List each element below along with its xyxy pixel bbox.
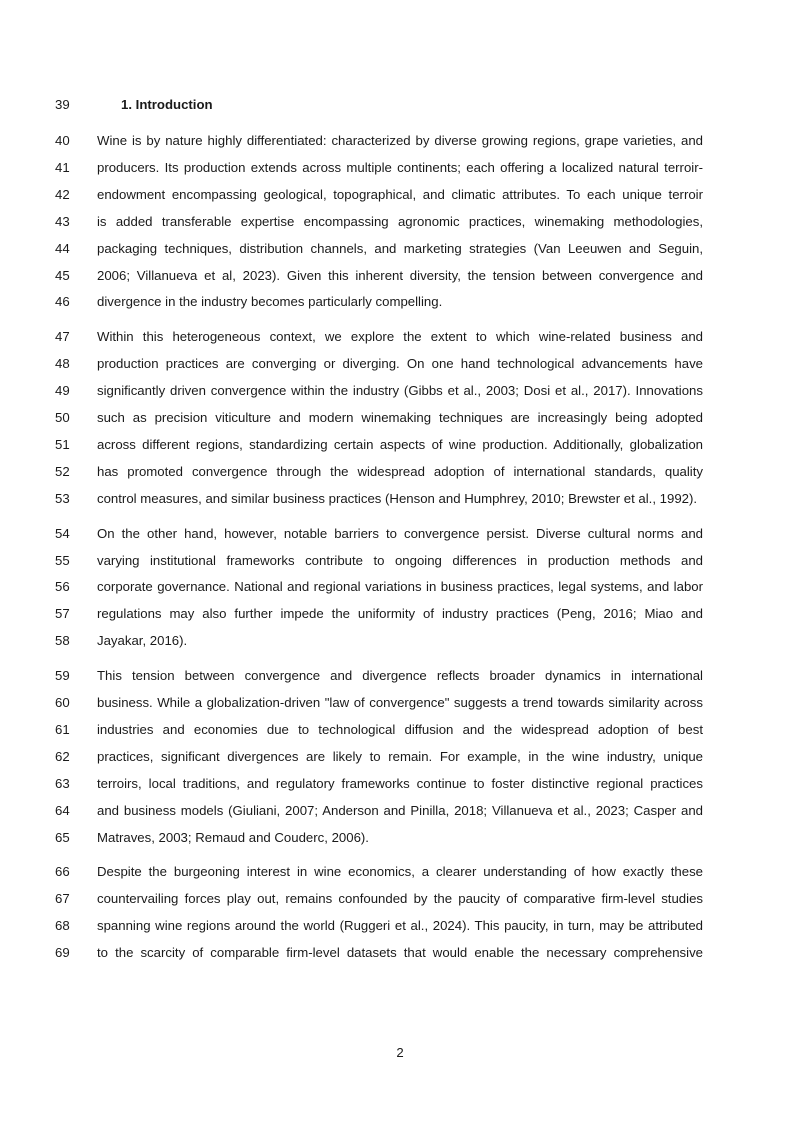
text-line: [0, 747, 800, 767]
line-number: 63: [55, 775, 70, 791]
line-text: Wine is by nature highly differentiated: characterized by diverse growing regions, grape varieties, and: [97, 133, 703, 148]
line-number: 47: [55, 329, 70, 345]
line-text: terroirs, local traditions, and regulatory frameworks continue to foster distinctive regional practices: [97, 775, 703, 791]
text-line: [0, 266, 800, 286]
text-line: [0, 943, 800, 963]
line-number: 40: [55, 133, 70, 148]
line-number: 56: [55, 579, 70, 595]
text-line: [0, 720, 800, 740]
line-number: 64: [55, 802, 70, 818]
line-number: 53: [55, 490, 70, 506]
heading-text: 1. Introduction: [121, 97, 213, 112]
text-line: [0, 408, 800, 428]
text-line: [0, 916, 800, 936]
text-line: [0, 774, 800, 794]
text-line: [0, 551, 800, 571]
text-line: [0, 131, 800, 151]
line-number: 57: [55, 606, 70, 622]
line-number: 48: [55, 356, 70, 372]
line-number: 66: [55, 864, 70, 880]
line-text: varying institutional frameworks contribute to ongoing differences in production methods and: [97, 552, 703, 568]
line-number: 61: [55, 721, 70, 737]
text-line: [0, 862, 800, 882]
text-line: [0, 381, 800, 401]
line-number: 42: [55, 186, 70, 202]
line-number: 65: [55, 829, 70, 845]
line-number: 62: [55, 748, 70, 764]
line-number: 43: [55, 213, 70, 229]
text-line: [0, 889, 800, 909]
line-text: to the scarcity of comparable firm-level datasets that would enable the necessary comprehensive: [97, 945, 703, 961]
line-number: 51: [55, 436, 70, 452]
text-line: [0, 435, 800, 455]
line-number: 69: [55, 945, 70, 961]
line-text: Jayakar, 2016).: [97, 633, 188, 649]
line-text: and business models (Giuliani, 2007; Anderson and Pinilla, 2018; Villanueva et al., 2023; Casper and: [97, 802, 703, 818]
text-line: [0, 631, 800, 651]
text-line: [0, 327, 800, 347]
line-text: regulations may also further impede the uniformity of industry practices (Peng, 2016; Miao and: [97, 606, 703, 622]
line-number: 39: [55, 97, 70, 112]
line-number: 45: [55, 267, 70, 283]
line-number: 60: [55, 695, 70, 710]
line-number: 49: [55, 383, 70, 399]
text-line: [0, 693, 800, 713]
line-text: 2006; Villanueva et al, 2023). Given this inherent diversity, the tension between convergence and: [97, 267, 703, 283]
line-text: divergence in the industry becomes particularly compelling.: [97, 294, 443, 310]
line-text: across different regions, standardizing certain aspects of wine production. Additionally, globalization: [97, 436, 703, 452]
line-number: 67: [55, 891, 70, 907]
line-number: 58: [55, 633, 70, 649]
text-line: [0, 185, 800, 205]
line-number: 68: [55, 918, 70, 934]
line-number: 55: [55, 552, 70, 568]
line-text: industries and economies due to technological diffusion and the widespread adoption of best: [97, 721, 703, 737]
text-line: [0, 239, 800, 259]
text-line: [0, 828, 800, 848]
line-number: 41: [55, 159, 70, 175]
line-text: Despite the burgeoning interest in wine economics, a clearer understanding of how exactly these: [97, 864, 703, 880]
line-number: 52: [55, 463, 70, 479]
line-text: such as precision viticulture and modern winemaking techniques are increasingly being adopted: [97, 410, 703, 425]
line-number: 59: [55, 668, 70, 684]
line-text: is added transferable expertise encompassing agronomic practices, winemaking methodologies,: [97, 213, 703, 229]
text-line: [0, 212, 800, 232]
line-number: 50: [55, 410, 70, 425]
text-line: [0, 604, 800, 624]
line-number: 44: [55, 240, 70, 256]
text-line: [0, 462, 800, 482]
page-number: 2: [396, 1045, 404, 1060]
line-number: 54: [55, 525, 70, 541]
line-text: packaging techniques, distribution channels, and marketing strategies (Van Leeuwen and Seguin,: [97, 240, 703, 256]
line-text: business. While a globalization-driven "law of convergence" suggests a trend towards similarity across: [97, 695, 703, 710]
line-text: Within this heterogeneous context, we explore the extent to which wine-related business and: [97, 329, 703, 345]
text-line: [0, 354, 800, 374]
line-text: significantly driven convergence within the industry (Gibbs et al., 2003; Dosi et al., 2017). Innovations: [97, 383, 703, 399]
text-line: [0, 524, 800, 544]
text-line: [0, 489, 800, 509]
line-number: 46: [55, 294, 70, 310]
text-line: [0, 292, 800, 312]
text-line: [0, 158, 800, 178]
line-text: has promoted convergence through the widespread adoption of international standards, quality: [97, 463, 703, 479]
line-text: Matraves, 2003; Remaud and Couderc, 2006).: [97, 829, 369, 845]
line-text: corporate governance. National and regional variations in business practices, legal systems, and labor: [97, 579, 703, 595]
line-text: spanning wine regions around the world (Ruggeri et al., 2024). This paucity, in turn, may be attributed: [97, 918, 703, 934]
line-text: This tension between convergence and divergence reflects broader dynamics in international: [97, 668, 703, 684]
text-line: [0, 577, 800, 597]
line-text: On the other hand, however, notable barriers to convergence persist. Diverse cultural norms and: [97, 525, 703, 541]
line-text: practices, significant divergences are likely to remain. For example, in the wine industry, unique: [97, 748, 703, 764]
line-text: producers. Its production extends across multiple continents; each offering a localized natural terroir-: [97, 159, 703, 175]
text-line: [0, 666, 800, 686]
line-text: countervailing forces play out, remains confounded by the paucity of comparative firm-level studies: [97, 891, 703, 907]
text-line: [0, 801, 800, 821]
section-heading: [0, 95, 800, 115]
line-text: control measures, and similar business practices (Henson and Humphrey, 2010; Brewster et al., 1992).: [97, 490, 698, 506]
line-text: endowment encompassing geological, topographical, and climatic attributes. To each unique terroir: [97, 186, 703, 202]
line-text: production practices are converging or diverging. On one hand technological advancements have: [97, 356, 703, 372]
